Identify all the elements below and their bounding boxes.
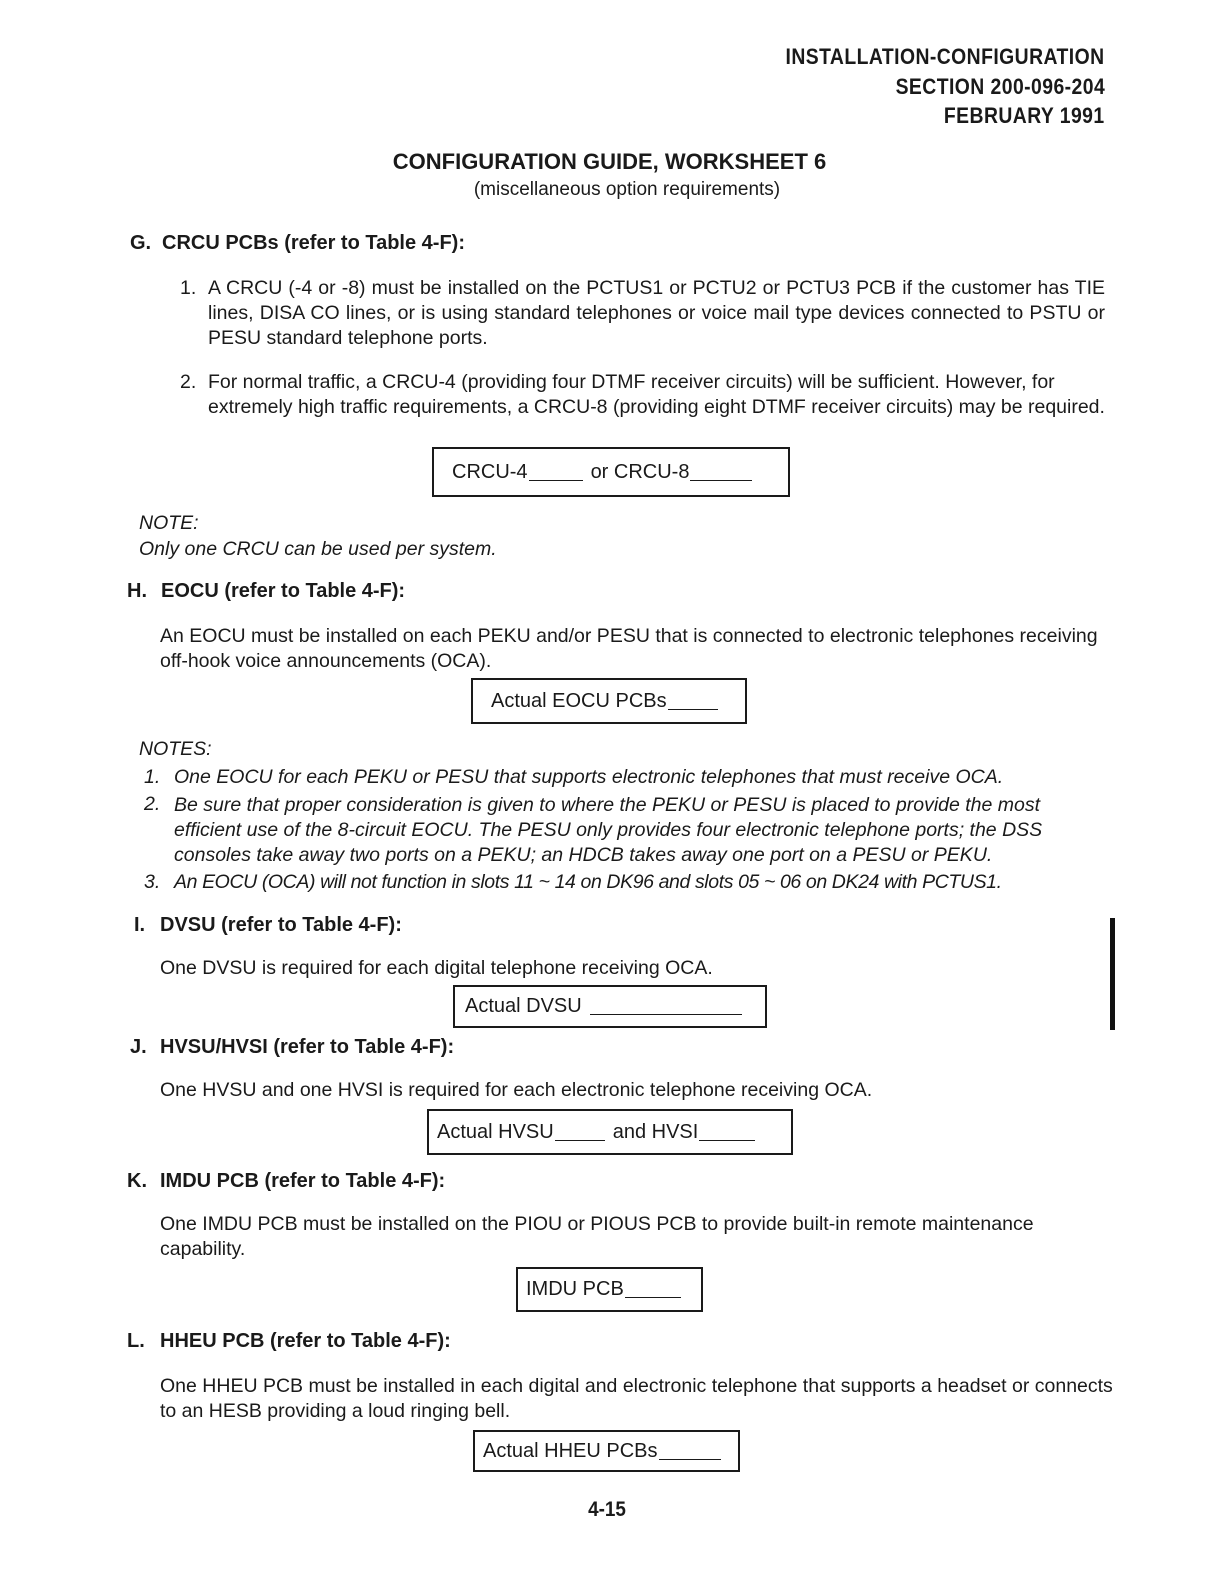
section-l-letter: L.	[127, 1330, 145, 1352]
section-g-item-1-number: 1.	[180, 277, 197, 299]
section-h-note-3-number: 3.	[144, 871, 161, 893]
section-k-heading: IMDU PCB (refer to Table 4-F):	[160, 1170, 446, 1192]
section-h-note-1-number: 1.	[144, 766, 161, 788]
section-h-text: An EOCU must be installed on each PEKU and/or PESU that is connected to electronic telephones receiving off-hook voice announcements (OCA).	[160, 625, 1098, 672]
crcu-4-label: CRCU-4	[452, 460, 528, 483]
revision-change-bar	[1110, 918, 1115, 1030]
eocu-blank[interactable]	[668, 693, 718, 710]
eocu-label: Actual EOCU PCBs	[491, 689, 667, 712]
dvsu-blank[interactable]	[590, 998, 742, 1015]
section-g-note-label: NOTE:	[139, 512, 199, 534]
section-g-letter: G.	[130, 232, 152, 254]
section-g-item-2-number: 2.	[180, 371, 197, 393]
page-subtitle: (miscellaneous option requirements)	[473, 179, 781, 200]
section-g-item-2-text: For normal traffic, a CRCU-4 (providing four DTMF receiver circuits) will be sufficient. However, for extremely high traffic requirements, a CRCU-8 (providing eight DTMF receiver circuits) may be required.	[208, 371, 1105, 418]
section-h-note-2-text: Be sure that proper consideration is given to where the PEKU or PESU is placed to provide the most efficient use of the 8-circuit EOCU. The PESU only provides four electronic telephone ports; the DSS consoles take away two ports on a PEKU; an HDCB takes away one port on a PESU or PEKU.	[174, 794, 1043, 866]
crcu-4-blank[interactable]	[529, 464, 583, 481]
section-i-letter: I.	[134, 914, 146, 936]
dvsu-label: Actual DVSU	[465, 995, 582, 1017]
section-j-text: One HVSU and one HVSI is required for each electronic telephone receiving OCA.	[160, 1079, 873, 1101]
hvsi-label: and HVSI	[612, 1120, 699, 1143]
page-number: 4-15	[588, 1498, 626, 1521]
section-j-letter: J.	[130, 1036, 147, 1058]
imdu-label: IMDU PCB	[526, 1278, 624, 1300]
dvsu-entry-box	[453, 985, 767, 1028]
section-h-note-2-number: 2.	[144, 793, 161, 815]
crcu-8-label: or CRCU-8	[590, 460, 690, 483]
hheu-blank[interactable]	[659, 1443, 721, 1460]
section-h-note-1-text: One EOCU for each PEKU or PESU that supports electronic telephones that must receive OCA.	[174, 766, 1004, 788]
imdu-entry-box	[516, 1267, 703, 1312]
crcu-8-blank[interactable]	[690, 464, 752, 481]
section-j-heading: HVSU/HVSI (refer to Table 4-F):	[160, 1036, 455, 1058]
hheu-label: Actual HHEU PCBs	[483, 1439, 658, 1462]
page-title: CONFIGURATION GUIDE, WORKSHEET 6	[392, 149, 827, 174]
header-line-3: FEBRUARY 1991	[944, 103, 1105, 128]
section-g-item-1-text: A CRCU (-4 or -8) must be installed on the PCTUS1 or PCTU2 or PCTU3 PCB if the customer has TIE lines, DISA CO lines, or is using standard telephones or voice mail type devices connected to PSTU or PESU standard telephone ports.	[208, 277, 1105, 349]
header-line-1: INSTALLATION-CONFIGURATION	[785, 44, 1105, 69]
imdu-blank[interactable]	[625, 1281, 681, 1298]
section-h-letter: H.	[127, 580, 147, 602]
hvsu-hvsi-entry-box	[427, 1109, 793, 1155]
section-l-heading: HHEU PCB (refer to Table 4-F):	[160, 1330, 451, 1352]
hheu-entry-box	[473, 1430, 740, 1472]
header-line-2: SECTION 200-096-204	[895, 74, 1105, 99]
section-g-heading: CRCU PCBs (refer to Table 4-F):	[162, 232, 465, 254]
section-i-text: One DVSU is required for each digital telephone receiving OCA.	[160, 957, 713, 979]
hvsu-label: Actual HVSU	[437, 1120, 554, 1143]
crcu-entry-box	[432, 447, 790, 497]
section-k-letter: K.	[127, 1170, 147, 1192]
eocu-entry-box	[471, 678, 747, 724]
section-h-note-3-text: An EOCU (OCA) will not function in slots 11 ~ 14 on DK96 and slots 05 ~ 06 on DK24 with PCTUS1.	[174, 871, 1002, 893]
hvsu-blank[interactable]	[555, 1124, 605, 1141]
section-l-text: One HHEU PCB must be installed in each digital and electronic telephone that supports a headset or connects to an HESB providing a loud ringing bell.	[160, 1375, 1113, 1422]
hvsi-blank[interactable]	[699, 1124, 755, 1141]
section-g-note-text: Only one CRCU can be used per system.	[139, 538, 497, 560]
section-k-text: One IMDU PCB must be installed on the PIOU or PIOUS PCB to provide built-in remote maintenance capability.	[160, 1213, 1034, 1260]
section-h-notes-label: NOTES:	[139, 738, 212, 760]
section-i-heading: DVSU (refer to Table 4-F):	[160, 914, 402, 936]
section-h-heading: EOCU (refer to Table 4-F):	[161, 580, 406, 602]
